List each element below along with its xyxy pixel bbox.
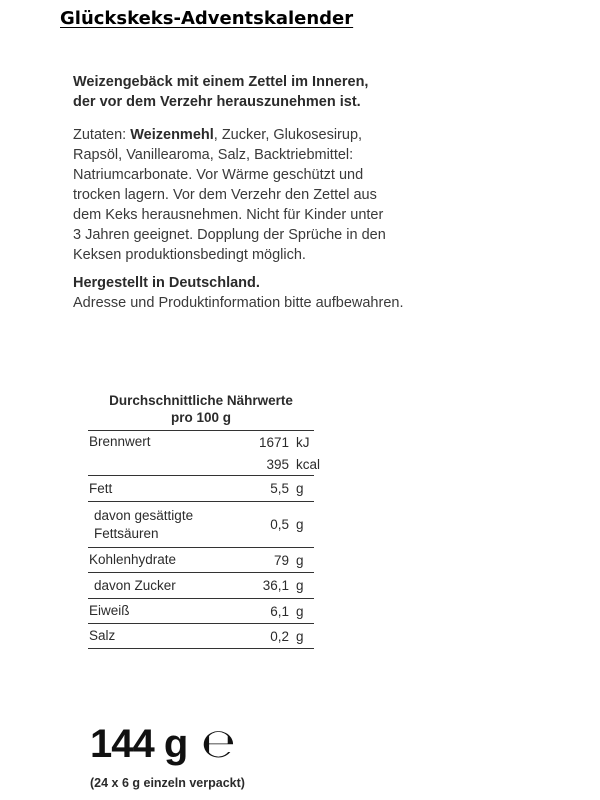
nutrient-label: Fett bbox=[89, 480, 113, 496]
nutrition-row-energy-kcal bbox=[88, 453, 321, 476]
page-title: Glückskeks-Adventskalender bbox=[60, 8, 354, 29]
nutrient-value: 0,2 bbox=[270, 628, 289, 644]
nutrition-row-energy-kj bbox=[88, 431, 314, 453]
nutrient-unit: g bbox=[296, 552, 304, 568]
nutrition-row-fat bbox=[88, 476, 314, 502]
ingredients-line: Rapsöl, Vanillearoma, Salz, Backtriebmittel: bbox=[73, 147, 354, 163]
nutrient-unit: g bbox=[296, 603, 304, 619]
ingredients-text bbox=[73, 125, 433, 265]
description-line: der vor dem Verzehr herauszunehmen ist. bbox=[73, 94, 361, 110]
nutrient-unit: g bbox=[296, 578, 304, 593]
ingredients-line: Keksen produktionsbedingt möglich. bbox=[73, 247, 306, 263]
nutrition-heading-line2: pro 100 g bbox=[170, 410, 232, 425]
net-weight-value: 144 g bbox=[90, 722, 188, 766]
made-in-text: Hergestellt in Deutschland. bbox=[73, 275, 260, 291]
allergen-bold: Weizenmehl bbox=[130, 127, 214, 143]
nutrient-unit: g bbox=[296, 628, 304, 644]
nutrient-label: Kohlenhydrate bbox=[89, 552, 177, 567]
keep-info-text: Adresse und Produktinformation bitte aufbewahren. bbox=[73, 295, 404, 311]
ingredients-line bbox=[73, 125, 433, 145]
nutrient-label bbox=[88, 507, 244, 543]
nutrient-value: 6,1 bbox=[270, 603, 289, 619]
nutrition-row-carbohydrates bbox=[88, 548, 314, 573]
origin-info bbox=[73, 273, 433, 313]
nutrient-label-line: davon gesättigte bbox=[94, 507, 194, 523]
nutrition-row-salt bbox=[88, 624, 314, 649]
packaging-note: (24 x 6 g einzeln verpackt) bbox=[90, 776, 245, 790]
ingredients-line: trocken lagern. Vor dem Verzehr den Zettel aus bbox=[73, 187, 377, 203]
ingredients-rest: , Zucker, Glukosesirup, bbox=[213, 127, 363, 143]
nutrient-label: davon Zucker bbox=[94, 577, 176, 593]
nutrient-label: Brennwert bbox=[89, 434, 151, 449]
nutrient-unit: kcal bbox=[296, 456, 321, 472]
nutrient-value: 36,1 bbox=[262, 578, 289, 593]
ingredients-line: 3 Jahren geeignet. Dopplung der Sprüche in den bbox=[73, 227, 386, 243]
nutrient-unit: kJ bbox=[296, 434, 310, 450]
nutrient-label: Eiweiß bbox=[89, 603, 130, 618]
ingredients-prefix: Zutaten: bbox=[73, 127, 131, 143]
nutrition-row-protein bbox=[88, 599, 314, 624]
nutrition-table bbox=[88, 392, 321, 649]
nutrient-unit: g bbox=[296, 481, 304, 496]
nutrient-label-line: Fettsäuren bbox=[94, 525, 159, 541]
estimated-sign-icon: ℮ bbox=[201, 721, 236, 767]
nutrition-row-sugar bbox=[88, 573, 314, 599]
ingredients-line: dem Keks herausnehmen. Nicht für Kinder unter bbox=[73, 207, 384, 223]
nutrient-unit: g bbox=[296, 517, 304, 532]
nutrient-value: 79 bbox=[273, 552, 289, 568]
nutrient-value: 5,5 bbox=[270, 481, 289, 496]
ingredients-line: Natriumcarbonate. Vor Wärme geschützt und bbox=[73, 167, 364, 183]
nutrition-heading bbox=[88, 392, 314, 431]
product-description bbox=[73, 72, 433, 112]
nutrition-row-saturated-fat bbox=[88, 502, 314, 548]
nutrition-heading-line1: Durchschnittliche Nährwerte bbox=[109, 393, 293, 408]
nutrient-label: Salz bbox=[89, 628, 116, 643]
nutrient-value: 0,5 bbox=[270, 517, 289, 532]
nutrient-value: 1671 bbox=[258, 434, 289, 450]
nutrient-value: 395 bbox=[266, 456, 289, 472]
net-weight bbox=[90, 722, 235, 767]
description-line: Weizengebäck mit einem Zettel im Inneren, bbox=[73, 74, 369, 90]
